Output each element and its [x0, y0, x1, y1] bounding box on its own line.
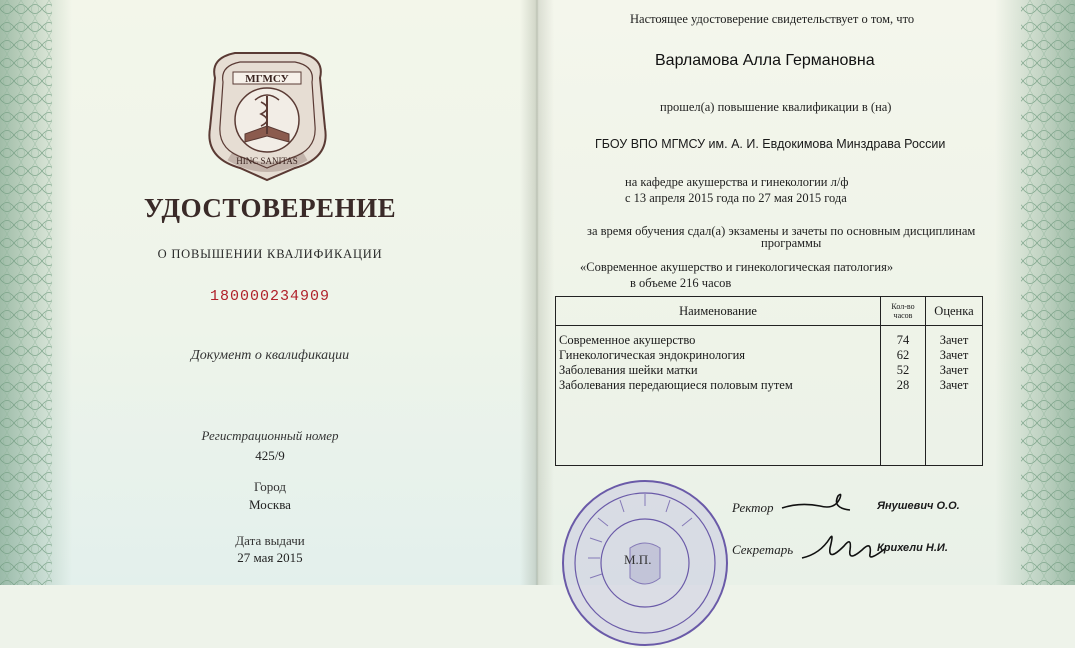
document-type: Документ о квалификации [190, 348, 350, 363]
header-hours-line2: часов [893, 311, 913, 320]
serial-number: 180000234909 [209, 288, 331, 305]
exams-text [575, 225, 1045, 249]
cell-hours: 74 [881, 326, 926, 348]
emblem-top-text: МГМСУ [245, 73, 289, 85]
guilloche-border-right [995, 0, 1075, 585]
attestation-text: Настоящее удостоверение свидетельствует о том, что [630, 12, 915, 26]
registration-label: Регистрационный номер [201, 428, 339, 443]
university-emblem [195, 38, 340, 188]
table-row [556, 347, 983, 362]
secretary-name: Крихели Н.И. [877, 542, 948, 554]
guilloche-border-left [0, 0, 72, 585]
rector-signature [780, 488, 860, 518]
header-grade: Оценка [926, 297, 983, 326]
issue-date-label: Дата выдачи [235, 533, 305, 548]
book-spine [520, 0, 554, 585]
registration-number: 425/9 [255, 448, 285, 463]
training-period: с 13 апреля 2015 года по 27 мая 2015 года [625, 191, 847, 205]
secretary-label: Секретарь [732, 542, 794, 557]
document-subtitle: О ПОВЫШЕНИИ КВАЛИФИКАЦИИ [157, 247, 383, 261]
table-row [556, 377, 983, 392]
cell-grade: Зачет [926, 377, 983, 392]
organization-name: ГБОУ ВПО МГМСУ им. А. И. Евдокимова Минздрава России [595, 137, 946, 151]
rector-label: Ректор [732, 500, 774, 515]
table-empty-area [556, 392, 983, 466]
cell-name: Заболевания шейки матки [556, 362, 881, 377]
grades-table [555, 296, 983, 466]
program-name: «Современное акушерство и гинекологическая патология» [580, 260, 894, 274]
issue-date-value: 27 мая 2015 [237, 550, 303, 565]
exams-line-1: за время обучения сдал(а) экзамены и зачеты по основным дисциплинам [587, 224, 976, 238]
grades-table-header [556, 297, 983, 326]
passed-text: прошел(а) повышение квалификации в (на) [660, 100, 892, 114]
program-volume: в объеме 216 часов [630, 276, 732, 290]
header-hours [881, 297, 926, 326]
left-page [0, 0, 537, 585]
cell-name: Гинекологическая эндокринология [556, 347, 881, 362]
cell-grade: Зачет [926, 326, 983, 348]
cell-grade: Зачет [926, 362, 983, 377]
city-label: Город [253, 479, 287, 494]
exams-line-2: программы [761, 236, 822, 250]
seal-label: М.П. [624, 552, 652, 567]
header-hours-line1: Кол-во [891, 302, 915, 311]
department-text: на кафедре акушерства и гинекологии л/ф [625, 175, 849, 189]
emblem-bottom-text: HINC SANITAS [236, 156, 298, 166]
document-title: УДОСТОВЕРЕНИЕ [143, 193, 397, 223]
holder-full-name: Варламова Алла Германовна [655, 52, 875, 69]
cell-name: Современное акушерство [556, 326, 881, 348]
cell-hours: 62 [881, 347, 926, 362]
rector-name: Янушевич О.О. [877, 500, 960, 512]
cell-grade: Зачет [926, 347, 983, 362]
cell-name: Заболевания передающиеся половым путем [556, 377, 881, 392]
city-value: Москва [249, 497, 291, 512]
cell-hours: 52 [881, 362, 926, 377]
table-row [556, 326, 983, 348]
header-name: Наименование [556, 297, 881, 326]
cell-hours: 28 [881, 377, 926, 392]
table-row [556, 362, 983, 377]
